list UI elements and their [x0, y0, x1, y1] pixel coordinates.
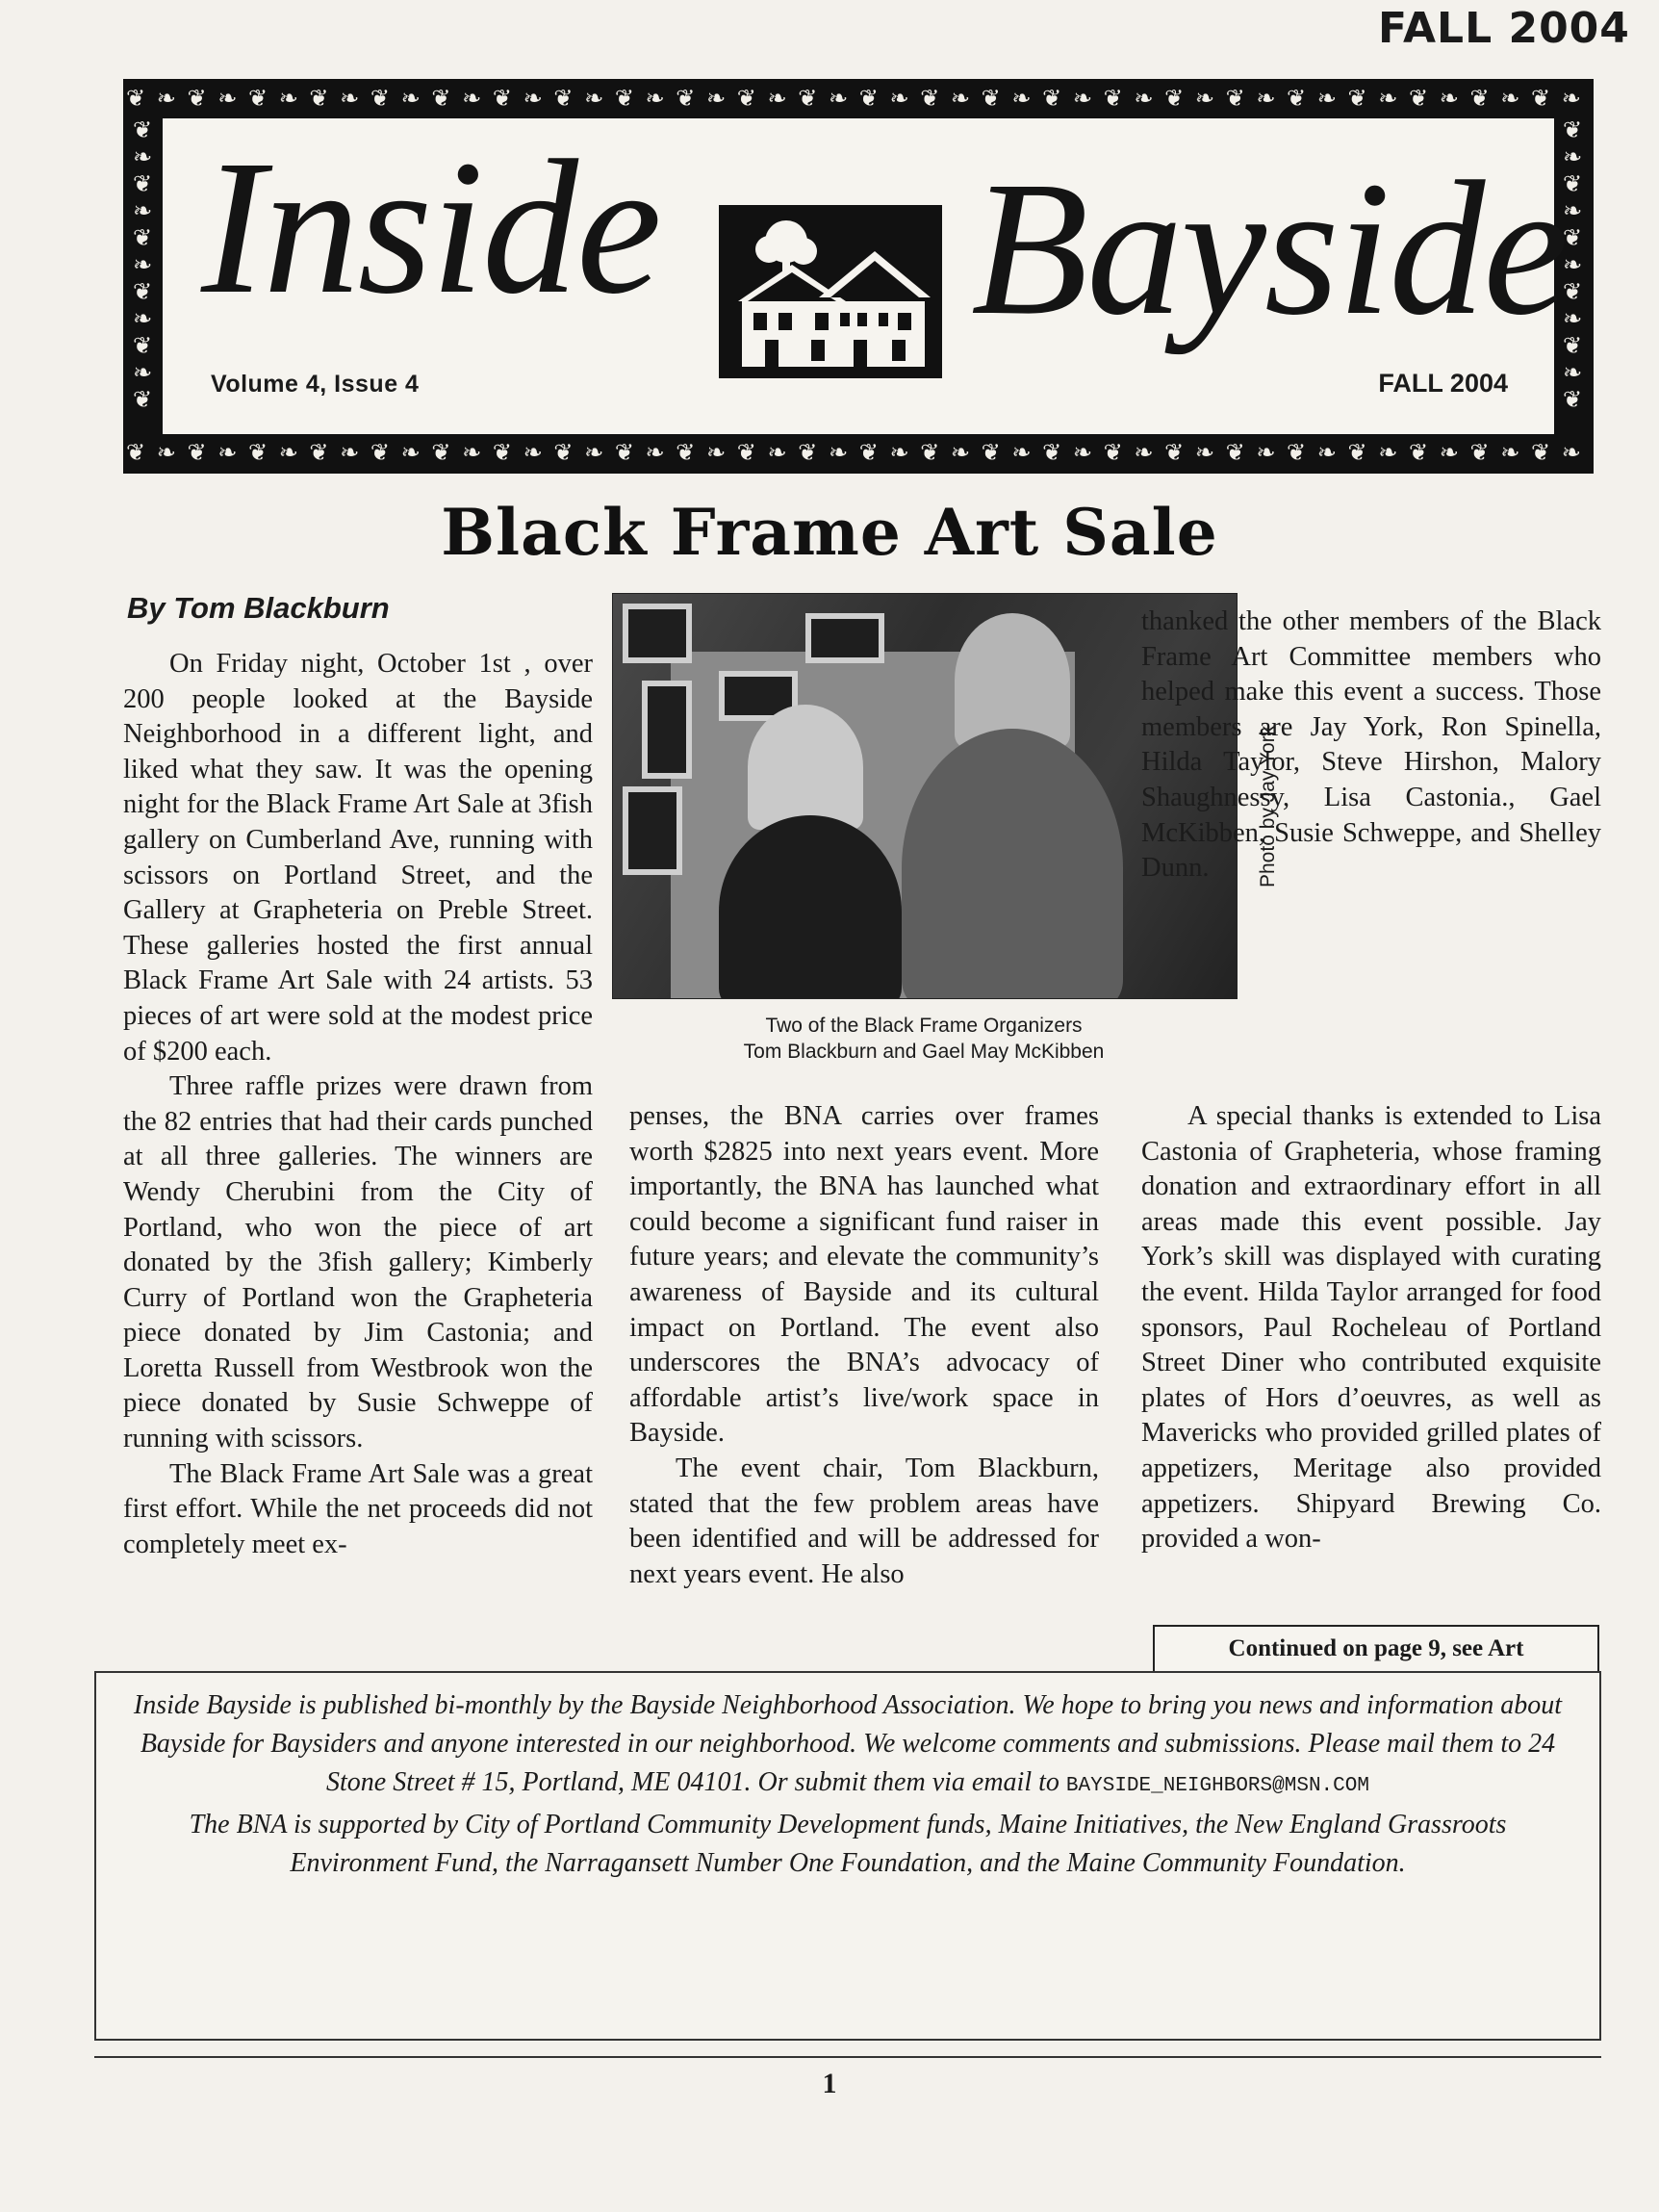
article-column-2 — [629, 1099, 1099, 1592]
paragraph: Three raffle prizes were drawn from the 82 entries that had their cards punched at all three galleries. The winners are Wendy Cherubini from the City of Portland, who won the piece of art donated by the 3fish gallery; Kimberly Curry of Portland won the Grapheteria piece donated by Jim Castonia; and Loretta Russell from Westbrook won the piece donated by Susie Schweppe of running with scissors. — [123, 1071, 593, 1454]
caption-line: Tom Blackburn and Gael May McKibben — [743, 1041, 1105, 1063]
paragraph: The event chair, Tom Blackburn, stated that the few problem areas have been identified and will be addressed for next years event. He also — [629, 1453, 1099, 1589]
paragraph: A special thanks is extended to Lisa Castonia of Grapheteria, whose framing donation and extraordinary effort in all areas made this event possible. Jay York’s skill was displayed with curating the event. Hilda Taylor arranged for food sponsors, Paul Rocheleau of Portland Street Diner who contributed exquisite plates of Hors d’oeuvres, as well as Mavericks who provided grilled plates of appetizers, Meritage also provided appetizers. Shipyard Brewing Co. provided a won- — [1141, 1101, 1601, 1555]
supporters-text: The BNA is supported by City of Portland Community Development funds, Maine Initiatives, the New England Grassroots Environment Fund, the Narragansett Number One Foundation, and the Maine Community Foundation. — [189, 1810, 1507, 1878]
footer-rule — [94, 2056, 1601, 2058]
vine-border-right: ❦❧❦❧❦❧❦❧❦❧❦ — [1562, 116, 1585, 413]
photo-credit: Photo by Jay York — [1257, 725, 1279, 887]
houses-icon — [719, 205, 942, 378]
handwritten-date-note: FALL 2004 — [1378, 4, 1630, 53]
photo-man-shirt — [902, 729, 1123, 999]
contact-email: BAYSIDE_NEIGHBORS@MSN.COM — [1065, 1775, 1369, 1797]
publication-statement: Inside Bayside is published bi-monthly by the Bayside Neighborhood Association. We hope to bring you news and information about Bayside for Baysiders and anyone interested in our neighborhood. We welcome comments and submissions. Please mail them to 24 Stone Street # 15, Portland, ME 04101. Or submit them via email to — [133, 1690, 1563, 1797]
publication-info-text — [125, 1686, 1570, 1806]
paragraph: thanked the other members of the Black Frame Art Committee members who helped make this event a success. Those members are Jay York, Ron Spinella, Hilda Taylor, Steve Hirshon, Malory Shaughnessy, Lisa Castonia., Gael McKibben, Susie Schweppe, and Shelley Dunn. — [1141, 606, 1601, 884]
article-byline: By Tom Blackburn — [127, 591, 390, 625]
paragraph: On Friday night, October 1st , over 200 people looked at the Bayside Neighborhood in a different light, and liked what they saw. It was the opening night for the Black Frame Art Sale at 3fish gallery on Cumberland Ave, running with scissors on Portland Street, and the Gallery at Grapheteria on Preble Street. These galleries hosted the first annual Black Frame Art Sale with 24 artists. 53 pieces of art were sold at the modest price of $200 each. — [123, 649, 593, 1067]
paragraph: penses, the BNA carries over frames worth $2825 into next years event. More importantly, the BNA has launched what could become a significant fund raiser in future years; and elevate the community’s awareness of Bayside and its cultural impact on Portland. The event also underscores the BNA’s advocacy of affordable artist’s live/work space in Bayside. — [629, 1101, 1099, 1449]
volume-issue: Volume 4, Issue 4 — [211, 371, 420, 398]
photo-caption — [612, 1013, 1236, 1065]
article-headline: Black Frame Art Sale — [441, 495, 1218, 570]
photo-art-frame — [623, 604, 692, 663]
photo-man-face — [955, 613, 1070, 748]
masthead-title-inside: Inside — [201, 121, 660, 334]
publication-info-box — [94, 1671, 1601, 2041]
article-column-1 — [123, 647, 593, 1562]
vine-border-left: ❦❧❦❧❦❧❦❧❦❧❦ — [132, 116, 155, 413]
article-column-3-bottom — [1141, 1099, 1601, 1557]
continued-notice: Continued on page 9, see Art — [1153, 1625, 1599, 1673]
masthead-title-bayside: Bayside — [971, 142, 1568, 355]
caption-line: Two of the Black Frame Organizers — [765, 1015, 1083, 1037]
photo-art-frame — [623, 786, 682, 875]
paragraph: The Black Frame Art Sale was a great first effort. While the net proceeds did not completely meet ex- — [123, 1458, 593, 1559]
issue-season: FALL 2004 — [1378, 369, 1508, 398]
photo-art-frame — [642, 681, 692, 779]
photo-woman-face — [748, 705, 863, 830]
article-column-3-top — [1141, 604, 1601, 887]
vine-border-bottom: ❦ ❧ ❦ ❧ ❦ ❧ ❦ ❧ ❦ ❧ ❦ ❧ ❦ ❧ ❦ ❧ ❦ ❧ ❦ ❧ ❦ ❧ ❦ ❧ ❦ ❧ ❦ ❧ ❦ ❧ ❦ ❧ ❦ ❧ ❦ ❧ ❦ ❧ ❦ ❧ ❦ ❧ ❦ ❧ ❦ ❧ ❦ ❧ — [126, 439, 1583, 466]
photo-woman-jacket — [719, 815, 902, 999]
masthead — [123, 79, 1594, 474]
page-number: 1 — [822, 2068, 837, 2099]
masthead-panel — [161, 116, 1568, 436]
vine-border-top: ❦ ❧ ❦ ❧ ❦ ❧ ❦ ❧ ❦ ❧ ❦ ❧ ❦ ❧ ❦ ❧ ❦ ❧ ❦ ❧ ❦ ❧ ❦ ❧ ❦ ❧ ❦ ❧ ❦ ❧ ❦ ❧ ❦ ❧ ❦ ❧ ❦ ❧ ❦ ❧ ❦ ❧ ❦ ❧ ❦ ❧ ❦ ❧ — [126, 85, 1583, 112]
photo-art-frame — [805, 613, 884, 663]
